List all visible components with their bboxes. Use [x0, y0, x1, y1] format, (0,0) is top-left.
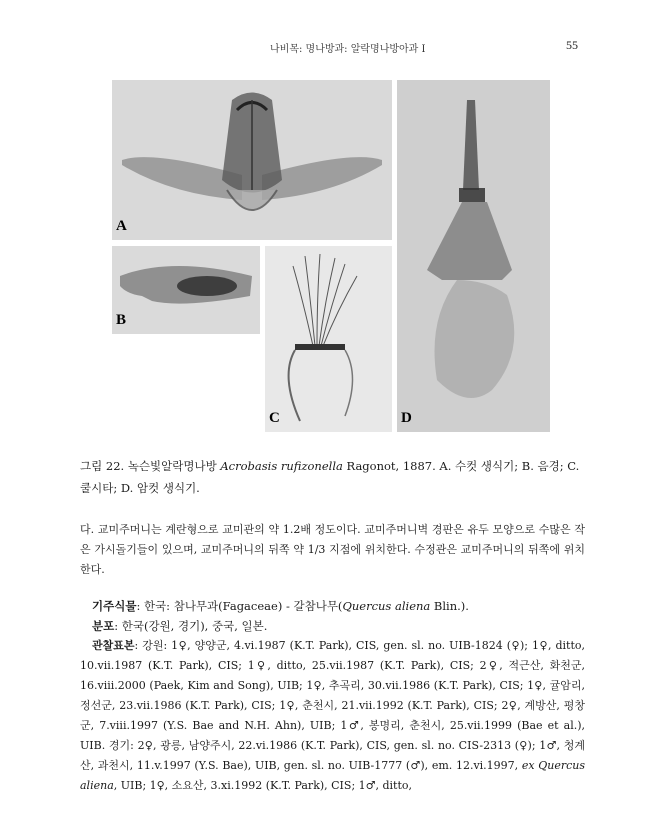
male-genitalia-illustration [112, 80, 392, 240]
caption-species: Acrobasis rufizonella [220, 459, 343, 473]
specimens-host-ref: ex Quercus aliena [80, 759, 585, 792]
specimens-paragraph [80, 636, 585, 796]
figure-panel-b [112, 246, 260, 334]
host-plants-species: Quercus aliena [342, 599, 431, 613]
distribution-label: 분포 [92, 619, 115, 633]
host-plants-label: 기주식물 [92, 599, 137, 613]
caption-suffix: Ragonot, 1887. A. 수컷 생식기; B. 음경; C. 쿨시타; D. 암컷 생식기. [80, 459, 580, 495]
panel-label-d: D [401, 410, 412, 426]
figure-panel-c [265, 246, 392, 432]
body-paragraph-description: 다. 교미주머니는 계란형으로 교미관의 약 1.2배 정도이다. 교미주머니벽 경판은 유두 모양으로 수많은 작은 가시돌기들이 있으며, 교미주머니의 뒤쪽 약 1/3 지점에 위치한다. 수정관은 교미주머니의 뒤쪽에 위치한다. [80, 523, 585, 576]
distribution-line [92, 616, 585, 636]
host-plants-line [92, 596, 585, 616]
culcita-illustration [265, 246, 392, 432]
aedeagus-illustration [112, 246, 260, 334]
panel-label-b: B [116, 312, 127, 328]
page-number: 55 [566, 38, 578, 52]
figure-panel-d [397, 80, 550, 432]
host-plants-text-a: : 한국: 참나무과(Fagaceae) - 갈참나무( [136, 599, 343, 613]
specimens-text-b: , UIB; 1♀, 소요산, 3.xi.1992 (K.T. Park), CIS; 1♂, ditto, [113, 779, 413, 792]
figure-caption [80, 455, 585, 499]
specimens-label: 관찰표본 [92, 639, 135, 652]
panel-label-c: C [269, 410, 280, 426]
panel-label-a: A [116, 218, 127, 234]
specimens-text-a: : 강원: 1♀, 양양군, 4.vi.1987 (K.T. Park), CIS, gen. sl. no. UIB-1824 (♀); 1♀, ditto, 10.vii.1987 (K.T. Park), CIS; 1♀, ditto, 25.vii.1987 (K.T. Park), CIS; 2♀, 적근산, 화천군, 16.viii.2000 (Paek, Kim and Song), UIB; 1♀, 추곡리, 30.vii.1986 (K.T. Park), CIS; 1♀, 귤암리, 정선군, 23.vii.1986 (K.T. Park), CIS; 1♀, 춘천시, 21.vii.1992 (K.T. Park), CIS; 2♀, 계방산, 평창군, 7.viii.1997 (Y.S. Bae and N.H. Ahn), UIB; 1♂, 봉명리, 춘천시, 25.vii.1999 (Bae et al.), UIB. 경기: 2♀, 광릉, 남양주시, 22.vi.1986 (K.T. Park), CIS, gen. sl. no. CIS-2313 (♀); 1♂, 청계산, 과천시, 11.v.1997 (Y.S. Bae), UIB, gen. sl. no. UIB-1777 (♂), em. 12.vi.1997, [80, 639, 585, 772]
host-plants-text-b: Blin.). [430, 599, 469, 613]
running-title: 나비목: 명나방과: 알락명나방아과 I [270, 44, 426, 55]
distribution-text: : 한국(강원, 경기), 중국, 일본. [114, 619, 268, 633]
female-genitalia-illustration [397, 80, 550, 432]
caption-prefix: 그림 22. 녹슨빛알락명나방 [80, 459, 221, 473]
figure-panel-a [112, 80, 392, 240]
